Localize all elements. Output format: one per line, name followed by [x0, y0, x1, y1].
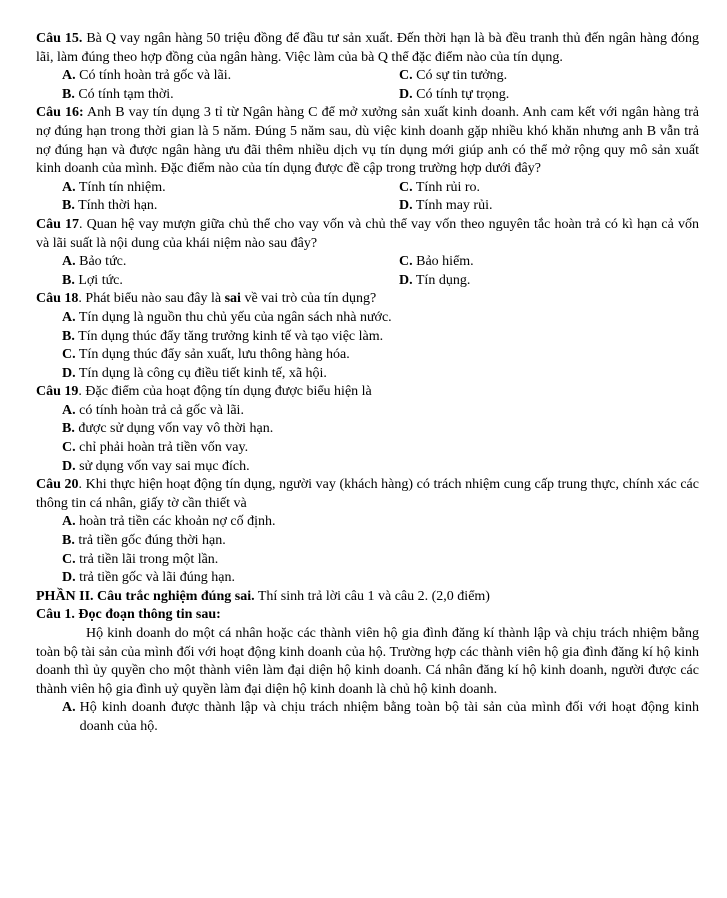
option-key: D. — [62, 365, 76, 381]
question-text: Bà Q vay ngân hàng 50 triệu đồng để đầu tư sản xuất. Đến thời hạn là bà đều tranh thủ đến ngân hàng đóng lãi, làm đúng theo hợp đồng của ngân hàng. Việc làm của bà Q thể đặc điểm nào của tín dụng. — [36, 31, 699, 65]
question-18 — [36, 290, 699, 309]
option-key: C. — [62, 347, 76, 363]
option-key: B. — [62, 328, 75, 344]
option-b — [62, 197, 399, 216]
part-2-question-1-title — [36, 606, 699, 625]
option-c — [62, 551, 699, 570]
question-label: Câu 19 — [36, 384, 79, 400]
option-text: sử dụng vốn vay sai mục đích. — [75, 458, 250, 474]
option-b — [62, 272, 399, 291]
option-key: A. — [62, 514, 76, 530]
option-key: C. — [62, 440, 76, 456]
option-key: B. — [62, 198, 75, 214]
options-19 — [36, 402, 699, 476]
option-text: Có tính tự trọng. — [412, 86, 510, 102]
info-passage: Hộ kinh doanh do một cá nhân hoặc các thành viên hộ gia đình đăng kí thành lập và chịu trách nhiệm bằng toàn bộ tài sản của mình đối với hoạt động kinh doanh của hộ. Trường hợp các thành viên hộ gia đình đăng kí hộ kinh doanh thì ủy quyền cho một thành viên làm đại diện hộ kinh doanh. Cá nhân đăng kí hộ kinh doanh, người được các thành viên hộ gia đình uỷ quyền làm đại diện hộ kinh doanh là chủ hộ kinh doanh. — [36, 626, 699, 697]
option-key: C. — [62, 551, 76, 567]
option-c — [399, 67, 699, 86]
option-key: A. — [62, 402, 76, 418]
statement-key: A. — [62, 700, 76, 716]
option-text: Có tính hoàn trả gốc và lãi. — [75, 68, 232, 84]
option-key: B. — [62, 533, 75, 549]
option-text: Tín dụng thúc đẩy sản xuất, lưu thông hàng hóa. — [75, 347, 350, 363]
option-key: A. — [62, 68, 76, 84]
option-key: A. — [62, 309, 76, 325]
option-a — [62, 309, 699, 328]
question-label: Câu 20 — [36, 477, 79, 493]
option-text: Tính may rủi. — [412, 198, 493, 214]
option-key: C. — [399, 68, 413, 84]
options-20 — [36, 513, 699, 587]
question-emphasis: sai — [224, 291, 241, 307]
option-key: B. — [62, 272, 75, 288]
option-d — [399, 272, 699, 291]
option-d — [399, 86, 699, 105]
option-text: Tín dụng là công cụ điều tiết kinh tế, xã hội. — [75, 365, 327, 381]
question-17 — [36, 216, 699, 253]
option-c — [62, 346, 699, 365]
option-c — [62, 439, 699, 458]
option-text: Tính tín nhiệm. — [75, 179, 166, 195]
option-text: Tín dụng. — [412, 272, 471, 288]
option-d — [62, 458, 699, 477]
option-key: D. — [399, 272, 413, 288]
option-text: có tính hoàn trả cả gốc và lãi. — [75, 402, 244, 418]
option-d — [399, 197, 699, 216]
question-text: . Đặc điểm của hoạt động tín dụng được biểu hiện là — [78, 384, 372, 400]
question-text: . Quan hệ vay mượn giữa chủ thể cho vay vốn và chủ thể vay vốn theo nguyên tắc hoàn trả có kì hạn cả vốn và lãi suất là nội dung của khái niệm nào sau đây? — [36, 216, 699, 251]
question-label: Câu 17 — [36, 216, 80, 232]
option-a — [62, 253, 399, 272]
option-key: C. — [399, 254, 413, 270]
option-key: D. — [62, 458, 76, 474]
option-text: Tính thời hạn. — [74, 198, 158, 214]
option-text: được sử dụng vốn vay vô thời hạn. — [74, 421, 274, 437]
question-15 — [36, 30, 699, 67]
question-label: Câu 18 — [36, 291, 79, 307]
option-text: trả tiền lãi trong một lần. — [75, 551, 219, 567]
option-text: trả tiền gốc đúng thời hạn. — [74, 533, 226, 549]
part-2-instructions: Thí sinh trả lời câu 1 và câu 2. (2,0 điểm) — [254, 588, 490, 604]
options-17 — [36, 253, 699, 290]
exam-page — [36, 30, 699, 737]
option-d — [62, 569, 699, 588]
options-15 — [36, 67, 699, 104]
option-a — [62, 402, 699, 421]
part-2-heading — [36, 588, 699, 607]
option-b — [62, 420, 699, 439]
option-text: Bảo hiểm. — [412, 254, 474, 270]
option-text: chỉ phải hoàn trả tiền vốn vay. — [75, 440, 249, 456]
question-label: Câu 15. — [36, 31, 83, 46]
question-20 — [36, 476, 699, 513]
option-key: D. — [62, 570, 76, 586]
option-c — [399, 179, 699, 198]
question-text: Anh B vay tín dụng 3 tỉ từ Ngân hàng C để mở xưởng sản xuất kinh doanh. Anh cam kết với ngân hàng trả nợ đúng hạn trong thời gian là 5 năm. Đúng 5 năm sau, dù việc kinh doanh gặp nhiều khó khăn nhưng anh B vẫn trả nợ đúng hạn và được ngân hàng ưu đãi thêm nhiều dịch vụ tín dụng mới giúp anh có thể mở rộng quy mô sản xuất kinh doanh của mình. Đặc điểm nào của tín dụng được đề cập trong trường hợp dưới đây? — [36, 105, 699, 177]
question-text-end: về vai trò của tín dụng? — [240, 291, 377, 307]
option-text: trả tiền gốc và lãi đúng hạn. — [75, 570, 236, 586]
option-b — [62, 86, 399, 105]
question-text: . Khi thực hiện hoạt động tín dụng, người vay (khách hàng) có trách nhiệm cung cấp trung thực, chính xác các thông tin cá nhân, giấy tờ cần thiết và — [36, 477, 699, 511]
option-a — [62, 513, 699, 532]
option-key: D. — [399, 198, 413, 214]
option-text: Lợi tức. — [74, 272, 123, 288]
option-text: Tính rủi ro. — [412, 179, 481, 195]
option-key: A. — [62, 254, 76, 270]
option-a — [62, 67, 399, 86]
question-19 — [36, 383, 699, 402]
question-text: . Phát biểu nào sau đây là — [78, 291, 225, 307]
option-text: Có tính tạm thời. — [74, 86, 174, 102]
option-b — [62, 532, 699, 551]
statement-text: Hộ kinh doanh được thành lập và chịu trách nhiệm bằng toàn bộ tài sản của mình đối với hoạt động kinh doanh của hộ. — [79, 700, 699, 734]
option-a — [62, 179, 399, 198]
part-2-title: PHẦN II. Câu trắc nghiệm đúng sai. — [36, 588, 255, 604]
option-key: A. — [62, 179, 76, 195]
option-d — [62, 365, 699, 384]
statement-a — [36, 699, 699, 736]
option-text: Bảo tức. — [75, 254, 127, 270]
option-key: C. — [399, 179, 413, 195]
option-text: Tín dụng là nguồn thu chủ yếu của ngân sách nhà nước. — [75, 309, 392, 325]
option-text: hoàn trả tiền các khoản nợ cố định. — [75, 514, 276, 530]
option-text: Tín dụng thúc đẩy tăng trưởng kinh tế và tạo việc làm. — [74, 328, 384, 344]
options-18 — [36, 309, 699, 383]
question-1-title: Câu 1. Đọc đoạn thông tin sau: — [36, 607, 221, 623]
option-b — [62, 328, 699, 347]
options-16 — [36, 179, 699, 216]
question-16 — [36, 104, 699, 178]
option-key: D. — [399, 86, 413, 102]
option-c — [399, 253, 699, 272]
question-label: Câu 16: — [36, 105, 84, 121]
option-text: Có sự tin tưởng. — [412, 68, 508, 84]
option-key: B. — [62, 421, 75, 437]
option-key: B. — [62, 86, 75, 102]
